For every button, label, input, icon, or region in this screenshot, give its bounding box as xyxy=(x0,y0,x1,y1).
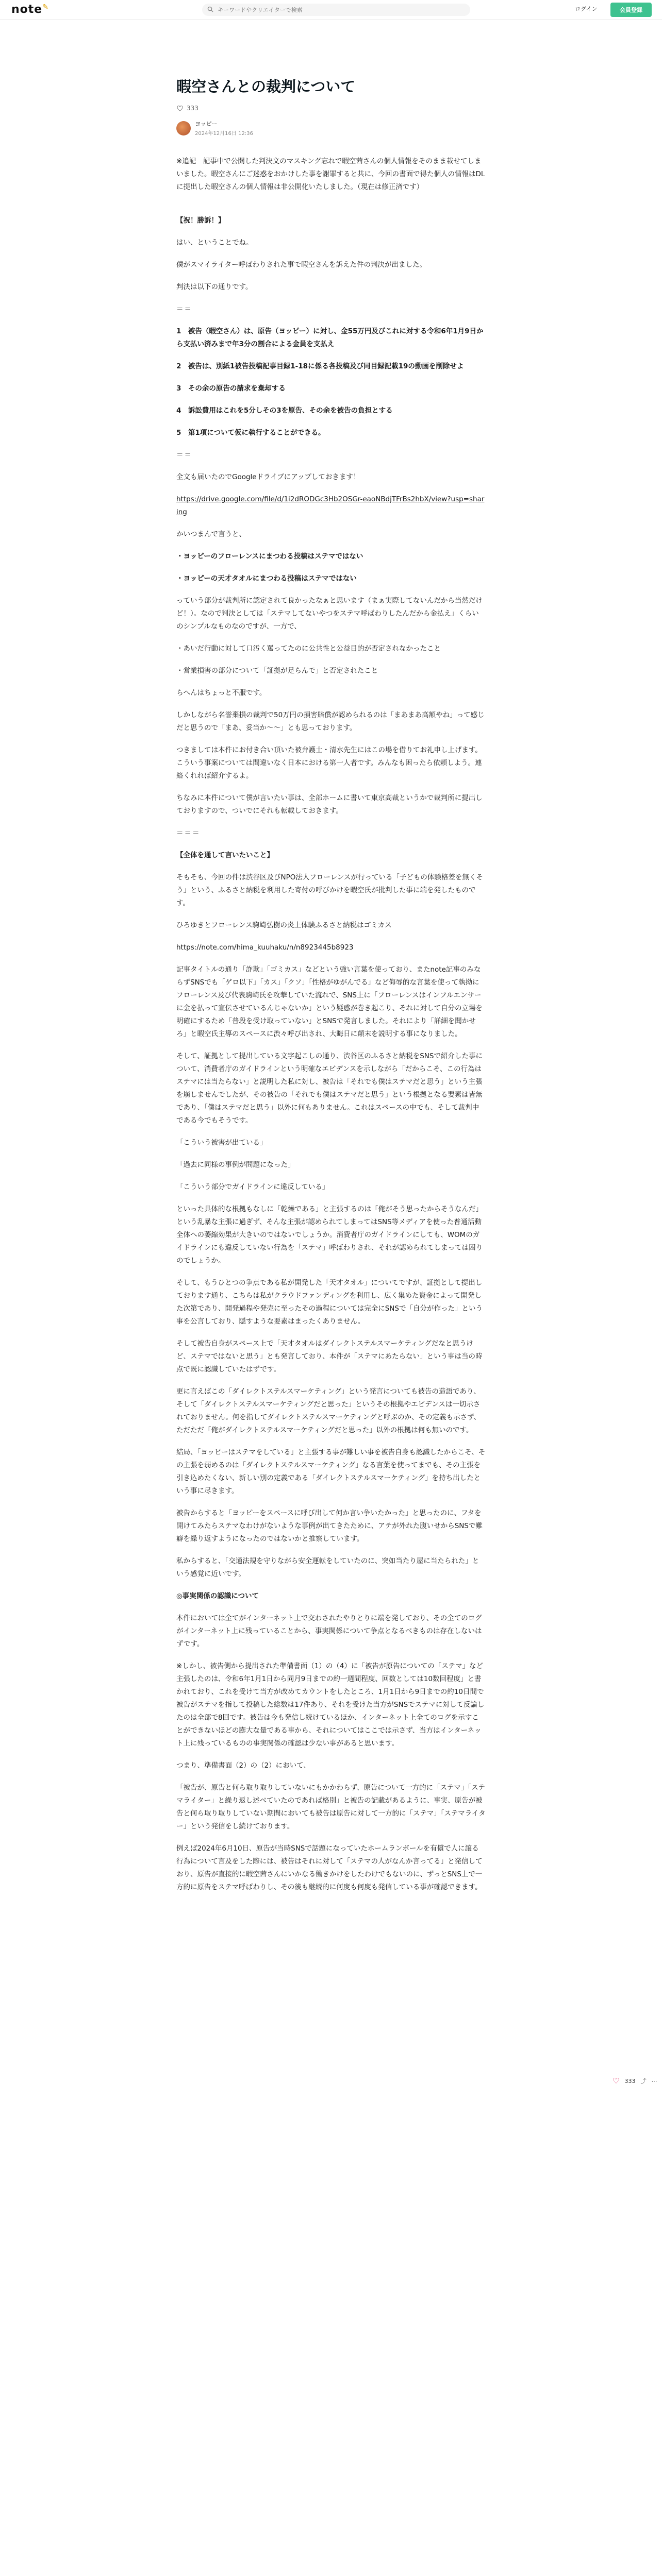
heart-outline-icon[interactable] xyxy=(176,105,184,112)
search-icon xyxy=(207,6,213,12)
post-date: 2024年12月16日 12:36 xyxy=(195,131,253,137)
paragraph: 「こういう部分でガイドラインに違反している」 xyxy=(176,1183,329,1191)
separator: ＝＝＝ xyxy=(176,829,201,837)
author-row[interactable] xyxy=(176,120,486,137)
bold-paragraph: 1 被告（暇空さん）は、原告（ヨッピー）に対し、金55万円及びこれに対する令和6年1月9日から支払い済みまで年3分の割合による金員を支払え xyxy=(176,327,484,348)
paragraph: つまり、準備書面（2）の（2）において、 xyxy=(176,1761,310,1770)
paragraph: 僕がスマイライター呼ばわりされた事で暇空さんを訴えた件の判決が出ました。 xyxy=(176,261,427,269)
article-title: 暇空さんとの裁判について xyxy=(176,78,356,95)
paragraph xyxy=(176,493,486,519)
paragraph: 結局、「ヨッピーはステマをしている」と主張する事が難しい事を被告自身も認識したからこそ、その主張を弱めるのは「ダイレクトステルスマーケティング」なる言葉を使ってまでも、その主張を引き込めたくない、新しい別の定義である「ダイレクトステルスマーケティング」を持ち出したという事に尽きます。 xyxy=(176,1448,486,1495)
separator: ＝＝ xyxy=(176,451,192,459)
paragraph: 「被告が、原告と何ら取り取りしていないにもかかわらず、原告について一方的に「ステマ」「ステマライター」と繰り返し述べていたのであれば格別」と被告の記載があるように、事実、原告が被告と何ら取り取りしていない期間においても被告は原告に対して一方的に「ステマ」「ステマライター」という発信をし続けております。 xyxy=(176,1784,486,1831)
paragraph: 更に言えばこの「ダイレクトステルスマーケティング」という発言についても被告の造語であり、そして「ダイレクトステルスマーケティングだと思った」というその根拠やエビデンスは一切示されておりません。何を指してダイレクトステルスマーケティングと呼ぶのか、その定義も示さず、ただただ「俺がダイレクトステルスマーケティングだと思った」以外の根拠は何も無いのです。 xyxy=(176,1387,481,1434)
paragraph: ※追記 記事中で公開した判決文のマスキング忘れで暇空茜さんの個人情報をそのまま載せてしまいました。暇空さんにご迷惑をおかけした事を謝罪すると共に、今回の書面で得た個人の情報はDLに提出した暇空さんの個人情報は非公開化いたしました。（現在は修正済です） xyxy=(176,157,485,191)
logo-accent-icon: ✎ xyxy=(42,3,49,11)
paragraph: 私からすると、「交通法規を守りながら安全運転をしていたのに、突如当たり屋に当たられた」という感覚に近いです。 xyxy=(176,1557,479,1578)
paragraph: っていう部分が裁判所に認定されて良かったなぁと思います（まぁ実際してないんだから当然だけど！）。なので判決としては「ステマしてないやつをステマ呼ばわりしたんだから金払え」くらいのシンプルなものなのですが、一方で、 xyxy=(176,597,483,631)
bold-paragraph: 5 第1項について仮に執行することができる。 xyxy=(176,429,325,437)
drive-link[interactable]: https://drive.google.com/file/d/1i2dRODGc3Hb2OSGr-eaoNBdjTFrBs2hbX/view?usp=sharing xyxy=(176,495,485,516)
search-box[interactable] xyxy=(202,4,470,16)
bold-paragraph: 3 その余の原告の請求を棄却する xyxy=(176,384,286,393)
paragraph: ちなみに本件について僕が言いたい事は、全部ホームに書いて東京高裁というかで裁判所に提出しておりますので、ついでにそれも転載しておきます。 xyxy=(176,794,483,815)
paragraph: そして被告自身がスペース上で「天才タオルはダイレクトステルスマーケティングだなと思うけど、ステマではないと思う」とも発言しており、本件が「ステマにあたらない」という事は当の時点で既に認識していたはずです。 xyxy=(176,1340,483,1374)
bold-paragraph: 【全体を通して言いたいこと】 xyxy=(176,851,274,859)
paragraph: つきましては本件にお付き合い頂いた被弁護士・清水先生にはこの場を借りてお礼申し上げます。こういう事案については間違いなく日本における第一人者です。みんなも困ったら依頼しよう。連絡くれれば紹介するよ。 xyxy=(176,746,482,780)
floating-like-count: 333 xyxy=(624,2077,636,2084)
search-input[interactable] xyxy=(218,4,460,16)
paragraph: らへんはちょっと不服です。 xyxy=(176,689,267,697)
paragraph: ・あいだ行動に対して口汚く罵ってたのに公共性と公益目的が否定されなかったこと xyxy=(176,645,441,653)
avatar[interactable] xyxy=(176,121,191,135)
article xyxy=(176,76,486,1903)
bold-paragraph: 【祝！勝訴！】 xyxy=(176,216,225,225)
author-name[interactable]: ヨッピー xyxy=(195,121,218,127)
like-count: 333 xyxy=(187,105,198,112)
separator: ＝＝ xyxy=(176,305,192,313)
paragraph: といった具体的な根拠もなしに「乾燥である」と主張するのは「俺がそう思ったからそうなんだ」という乱暴な主張に過ぎず、そんな主張が認められてしまってはSNS等メディアを使った普通活動全体への萎縮効果が大きいのではないでしょうか。消費者庁のガイドラインにしても、WOMのガイドラインにも違反していない行為を「ステマ」呼ばわりされ、それが認められてしまっては困りのでしょうか。 xyxy=(176,1205,483,1265)
paragraph: 被告からすると「ヨッピーをスペースに呼び出して何か言い争いたかった」と思ったのに、フタを開けてみたらステマなわけがないような事例が出てきたために、アテが外れた腹いせからSNSで難癖を繰り返すようになったのではないかと推察しています。 xyxy=(176,1509,483,1543)
paragraph: 判決は以下の通りです。 xyxy=(176,283,253,291)
article-body xyxy=(176,155,486,1894)
paragraph: 本件においては全てがインターネット上で交わされたやりとりに端を発しており、その全てのログがインターネット上に残っていることから、事実関係について争点となるべきものは存在しないはずです。 xyxy=(176,1614,482,1648)
bold-paragraph: ・ヨッピーのフローレンスにまつわる投稿はステマではない xyxy=(176,552,363,561)
note-logo[interactable] xyxy=(11,3,49,16)
paragraph: 全文も届いたのでGoogleドライブにアップしておきます！ xyxy=(176,473,360,481)
paragraph: そもそも、今回の件は渋谷区及びNPO法人フローレンスが行っている「子どもの体験格差を無くそう」という、ふるさと納税を利用した寄付の呼びかけを暇空氏が批判した事に端を発したものです。 xyxy=(176,873,483,907)
signup-button[interactable]: 会員登録 xyxy=(610,3,652,17)
paragraph: そして、証拠として提出している文字起こしの通り、渋谷区のふるさと納税をSNSで紹介した事について、消費者庁のガイドラインという明確なエビデンスを示しながら「だからこそ、この行為はステマには当たらない」と説明した私に対し、被告は「それでも僕はステマだと思う」という主張を崩しませんでしたが、その被告の「それでも僕はステマだと思う」という根拠となる要素は皆無であり、「僕はステマだと思う」以外に何もありません。これはスペースの中でも、そして裁判中である今でもそうです。 xyxy=(176,1052,483,1125)
bold-paragraph: 4 訴訟費用はこれを5分しその3を原告、その余を被告の負担とする xyxy=(176,406,393,415)
bold-paragraph: ・ヨッピーの天才タオルにまつわる投稿はステマではない xyxy=(176,574,357,583)
paragraph: そして、もうひとつの争点である私が開発した「天才タオル」についてですが、証拠として提出しております通り、こちらは私がクラウドファンディングを利用し、広く集めた資金によって開発した次第であり、開発過程や発売に至ったその過程については完全にSNSで「自分が作った」という事を公言しており、隠すような要素はまったくありません。 xyxy=(176,1279,483,1326)
top-bar xyxy=(0,0,662,20)
paragraph: ※しかし、被告側から提出された準備書面（1）の（4）に「被告が原告についての「ステマ」など主張したのは、令和6年1月1日から同月9日までの約一週間程度、回数としては10数回程度」と書かれており、これを受けて当方が改めてカウントをしたところ、1月1日から9日までの約10日間で被告がステマを指して投稿した総数は17件あり、それを受けた当方がSNSでステマに対して反論したのは全部で8回です。被告は今も発信し続けているほか、インターネット上全てのログを示すことができないほどの膨大な量である事から、それについてはここでは示さず、当方はインターネット上に残っているものの事実関係の確認は少ない事があると思います。 xyxy=(176,1662,485,1748)
paragraph: 「過去に同様の事例が問題になった」 xyxy=(176,1161,295,1169)
paragraph: ・営業損害の部分について「証拠が足らんで」と否定されたこと xyxy=(176,667,378,675)
paragraph: かいつまんで言うと、 xyxy=(176,530,246,538)
login-button[interactable]: ログイン xyxy=(575,6,598,12)
paragraph: 記事タイトルの通り「詐欺」「ゴミカス」などという強い言葉を使っており、またnote記事のみならずSNSでも「ゲロ以下」「カス」「クソ」「性格がゆがんでる」など侮辱的な言葉を使って執拗にフローレンス及び代表駒崎氏を攻撃していた流れで、SNS上に「フローレンスはインフルエンサーに金を払って宣伝させているんじゃないか」という疑惑が巻き起こり、それに対して自分の立場を明確にするため「普段を受け取っていない」とSNSで発言しました。それにより「詳細を聞かせろ」と暇空氏主導のスペースに渋々呼び出され、大晦日に顛末を説明する事になりました。 xyxy=(176,965,483,1038)
bold-paragraph: 2 被告は、別紙1被告投稿記事目録1-18に係る各投稿及び同目録記載19の動画を削除せよ xyxy=(176,362,464,370)
share-icon[interactable]: ⤴ xyxy=(640,2078,647,2084)
logo-text: note xyxy=(11,3,43,16)
paragraph-gap xyxy=(176,203,486,214)
bold-paragraph: ◎事実関係の認識について xyxy=(176,1592,259,1600)
paragraph: https://note.com/hima_kuuhaku/n/n8923445b8923 xyxy=(176,943,354,952)
more-icon[interactable]: ⋯ xyxy=(651,2077,657,2084)
paragraph: 例えば2024年6月10日、原告が当時SNSで話題になっていたホームランボールを有償で人に譲る行為について言及をした際には、被告はそれに対して「ステマの人がなんか言ってる」と発信しており、原告が直接的に暇空茜さんにいかなる働きかけをしたわけでもないのに、ずっとSNS上で一方的に原告をステマ呼ばわりし、その後も継続的に何度も何度も発信している事が確認できます。 xyxy=(176,1844,483,1891)
paragraph: しかしながら名誉棄損の裁判で50万円の損害賠償が認められるのは「まあまあ高額やね」って感じだと思うので「まあ、妥当か〜〜」とも思っております。 xyxy=(176,711,485,732)
floating-actions xyxy=(613,2076,657,2086)
paragraph: 「こういう被害が出ている」 xyxy=(176,1139,267,1147)
paragraph: はい、ということでね。 xyxy=(176,239,253,247)
likes-row xyxy=(176,103,486,113)
paragraph: ひろゆきとフローレンス駒崎弘樹の炎上体験ふるさと納税はゴミカス xyxy=(176,921,392,929)
heart-icon[interactable]: ♡ xyxy=(613,2076,620,2086)
